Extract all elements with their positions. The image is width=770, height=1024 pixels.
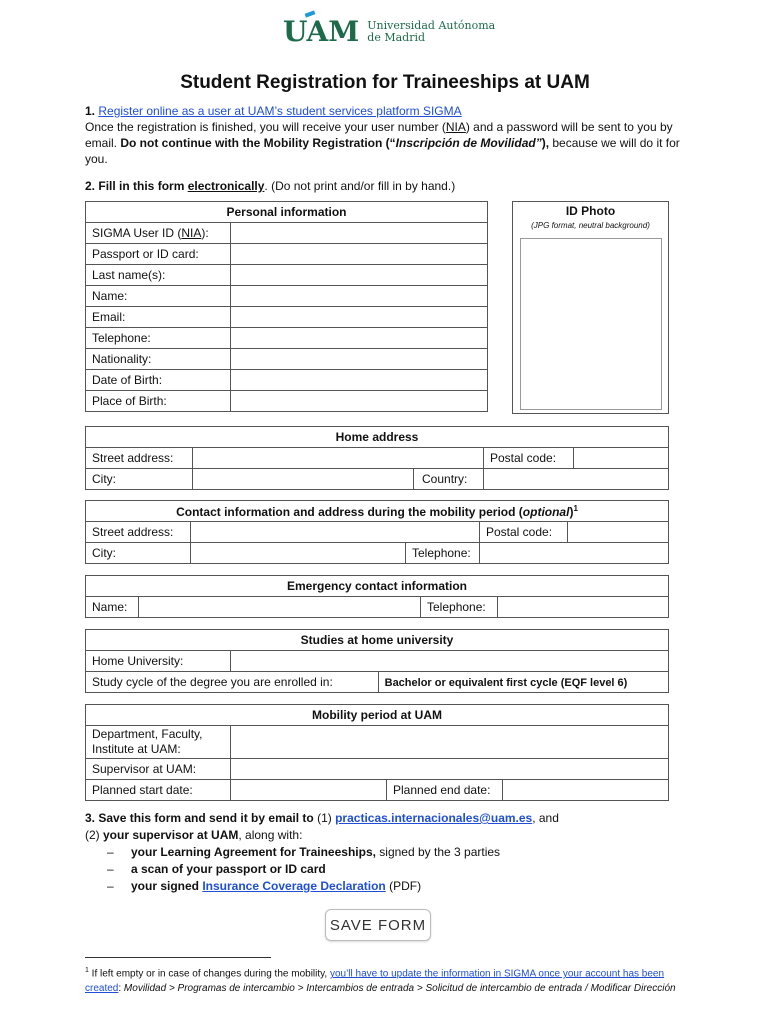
label-dob: Date of Birth: bbox=[86, 370, 231, 391]
home-street-input[interactable] bbox=[193, 448, 484, 469]
label-home-street: Street address: bbox=[86, 448, 193, 469]
email-link[interactable]: practicas.internacionales@uam.es bbox=[335, 811, 533, 825]
personal-info-header: Personal information bbox=[86, 202, 488, 223]
label-nia: SIGMA User ID (NIA): bbox=[86, 223, 231, 244]
step-1: 1. Register online as a user at UAM’s student services platform SIGMA Once the registration is finished, you will receive your user number (NIA) and a password will be sent to you by email. Do not continue with the Mobility Registration (“Inscripción de Movilidad”), because we will do it for you. bbox=[85, 104, 680, 166]
personal-info-table bbox=[85, 201, 488, 412]
label-email: Email: bbox=[86, 307, 231, 328]
emergency-table bbox=[85, 575, 669, 618]
last-name-input[interactable] bbox=[231, 265, 488, 286]
label-contact-street: Street address: bbox=[86, 522, 191, 543]
start-date-input[interactable] bbox=[231, 780, 387, 801]
save-form-button[interactable]: SAVE FORM bbox=[325, 909, 431, 941]
studies-table bbox=[85, 629, 669, 693]
label-department: Department, Faculty, Institute at UAM: bbox=[86, 726, 231, 759]
mobility-header: Mobility period at UAM bbox=[86, 705, 669, 726]
name-input[interactable] bbox=[231, 286, 488, 307]
sigma-update-link[interactable]: you’ll have to update the information in SIGMA once your account has been created bbox=[85, 968, 665, 995]
contact-telephone-input[interactable] bbox=[480, 543, 669, 564]
list-item: – your signed Insurance Coverage Declaration (PDF) bbox=[85, 878, 685, 895]
contact-street-input[interactable] bbox=[191, 522, 480, 543]
nia-input[interactable] bbox=[231, 223, 488, 244]
label-passport: Passport or ID card: bbox=[86, 244, 231, 265]
sigma-register-link[interactable]: Register online as a user at UAM’s student services platform SIGMA bbox=[98, 104, 462, 118]
supervisor-input[interactable] bbox=[231, 759, 669, 780]
label-home-city: City: bbox=[86, 469, 193, 490]
label-emergency-name: Name: bbox=[86, 597, 139, 618]
id-photo-upload[interactable] bbox=[520, 238, 662, 410]
home-country-input[interactable] bbox=[484, 469, 669, 490]
telephone-input[interactable] bbox=[231, 328, 488, 349]
footnote: $^1$ If left empty or in case of changes during the mobility, you’ll have to update the information in SIGMA once your account has been created: Movilidad > Programas de intercambio > Intercambios de entrada > Solicitud de intercambio de entrada / Modificar Dirección bbox=[85, 967, 676, 995]
contact-city-input[interactable] bbox=[191, 543, 406, 563]
label-last-name: Last name(s): bbox=[86, 265, 231, 286]
home-address-header: Home address bbox=[86, 427, 669, 448]
department-input[interactable] bbox=[231, 726, 669, 759]
footnote-divider bbox=[85, 957, 271, 958]
label-name: Name: bbox=[86, 286, 231, 307]
contact-postal-input[interactable] bbox=[568, 522, 669, 543]
dob-input[interactable] bbox=[231, 370, 488, 391]
studies-header: Studies at home university bbox=[86, 630, 669, 651]
label-study-cycle: Study cycle of the degree you are enrolled in: bbox=[86, 672, 379, 693]
emergency-telephone-input[interactable] bbox=[498, 597, 669, 618]
study-cycle-select[interactable]: Bachelor or equivalent first cycle (EQF level 6) bbox=[378, 672, 668, 693]
list-item: – your Learning Agreement for Traineeships, signed by the 3 parties bbox=[85, 844, 685, 861]
insurance-declaration-link[interactable]: Insurance Coverage Declaration bbox=[202, 879, 386, 893]
label-contact-city: City: bbox=[86, 543, 191, 564]
contact-table bbox=[85, 500, 669, 564]
label-contact-postal: Postal code: bbox=[480, 522, 568, 543]
step-3: 3. Save this form and send it by email to (1) practicas.internacionales@uam.es, and (2) your supervisor at UAM, along with: – your Learning Agreement for Traineeships, signed by the 3 parties – a scan of your passport or ID card – your signed Insurance Coverage Declaration (PDF) bbox=[85, 810, 685, 895]
uam-logo bbox=[283, 15, 496, 48]
label-home-country: Country: bbox=[422, 472, 468, 486]
emergency-name-input[interactable] bbox=[139, 597, 421, 618]
logo-line2: de Madrid bbox=[367, 31, 426, 44]
nationality-input[interactable] bbox=[231, 349, 488, 370]
home-postal-input[interactable] bbox=[574, 448, 669, 469]
label-home-university: Home University: bbox=[86, 651, 231, 672]
label-contact-telephone: Telephone: bbox=[412, 546, 471, 560]
label-nationality: Nationality: bbox=[86, 349, 231, 370]
page-title: Student Registration for Traineeships at UAM bbox=[180, 72, 590, 93]
email-input[interactable] bbox=[231, 307, 488, 328]
pob-input[interactable] bbox=[231, 391, 488, 412]
mobility-table bbox=[85, 704, 669, 801]
attachments-list bbox=[85, 844, 685, 895]
label-telephone: Telephone: bbox=[86, 328, 231, 349]
id-photo-title: ID Photo bbox=[565, 204, 616, 218]
emergency-header: Emergency contact information bbox=[86, 576, 669, 597]
home-city-input[interactable] bbox=[193, 469, 414, 489]
home-address-table bbox=[85, 426, 669, 490]
contact-header: Contact information and address during the mobility period (optional)$^1$ bbox=[86, 501, 669, 522]
logo-text bbox=[367, 20, 495, 44]
step-2: 2. Fill in this form electronically. (Do not print and/or fill in by hand.) bbox=[85, 179, 456, 193]
home-university-input[interactable] bbox=[231, 651, 669, 672]
label-end-date: Planned end date: bbox=[387, 780, 503, 801]
label-supervisor: Supervisor at UAM: bbox=[86, 759, 231, 780]
label-pob: Place of Birth: bbox=[86, 391, 231, 412]
label-emergency-telephone: Telephone: bbox=[421, 597, 498, 618]
id-photo-panel bbox=[512, 201, 669, 414]
logo-mark: UAM bbox=[283, 18, 359, 46]
passport-input[interactable] bbox=[231, 244, 488, 265]
id-photo-subtitle: (JPG format, neutral background) bbox=[531, 221, 650, 230]
logo-line1: Universidad Autónoma bbox=[367, 19, 496, 32]
label-home-postal: Postal code: bbox=[484, 448, 574, 469]
end-date-input[interactable] bbox=[503, 780, 669, 801]
list-item: – a scan of your passport or ID card bbox=[85, 861, 685, 878]
label-start-date: Planned start date: bbox=[86, 780, 231, 801]
